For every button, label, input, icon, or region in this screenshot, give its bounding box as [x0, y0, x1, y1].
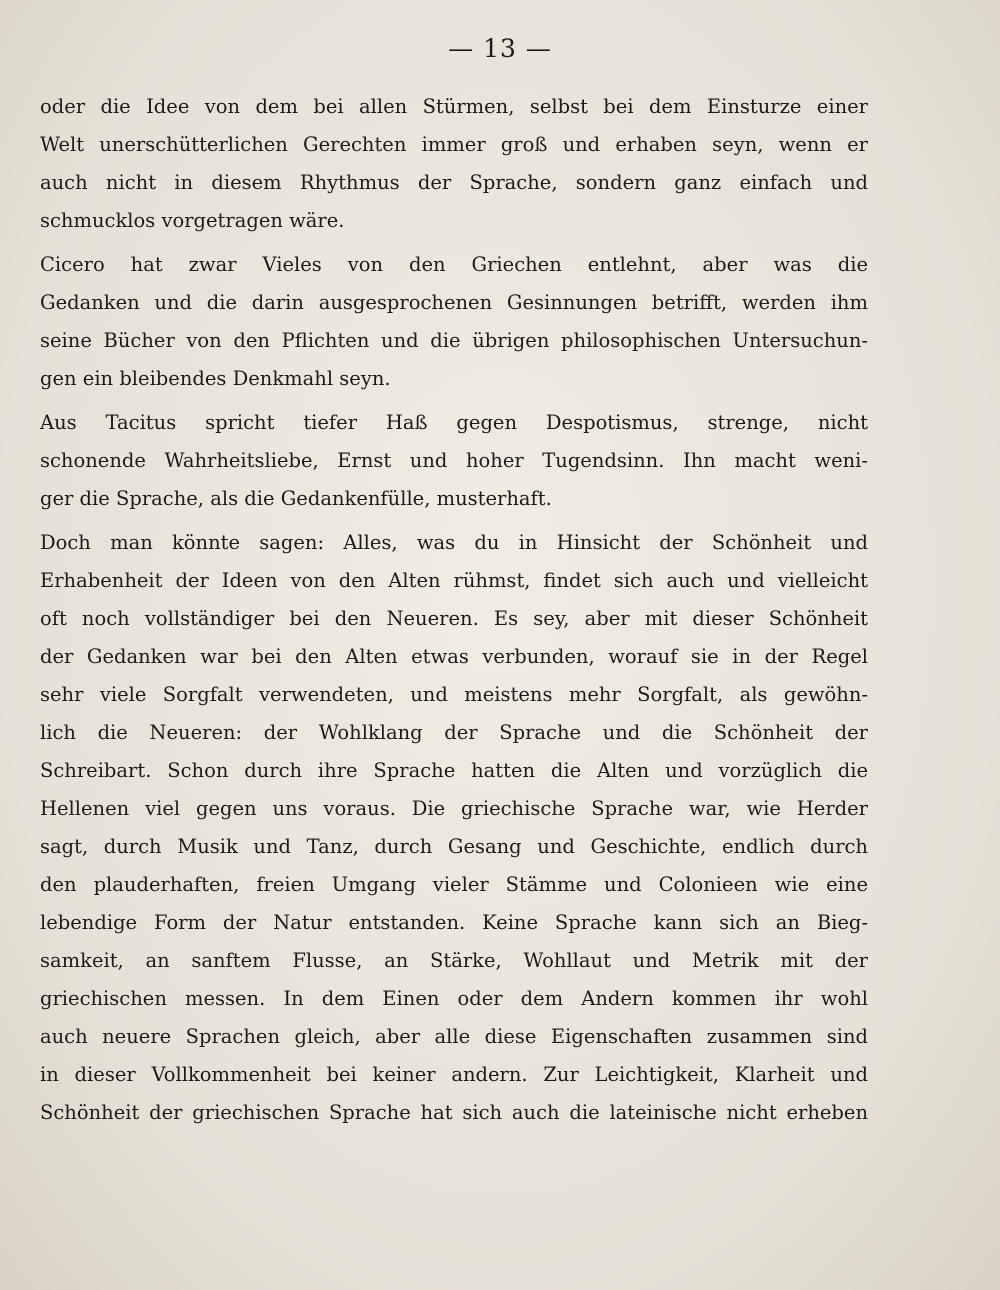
text-line: griechischen messen. In dem Einen oder dem Andern kommen ihr wohl: [40, 987, 868, 1010]
text-line: Erhabenheit der Ideen von den Alten rühmst, findet sich auch und vielleicht: [40, 569, 868, 592]
text-line: lich die Neueren: der Wohlklang der Sprache und die Schönheit der: [40, 721, 868, 744]
text-line: seine Bücher von den Pflichten und die übrigen philosophischen Untersuchun-: [40, 329, 868, 352]
text-line: gen ein bleibendes Denkmahl seyn.: [40, 367, 391, 390]
page-number: — 13 —: [448, 34, 552, 63]
text-line: lebendige Form der Natur entstanden. Keine Sprache kann sich an Bieg-: [40, 911, 868, 934]
text-line: Aus Tacitus spricht tiefer Haß gegen Despotismus, strenge, nicht: [40, 411, 868, 434]
text-line: Cicero hat zwar Vieles von den Griechen entlehnt, aber was die: [40, 253, 868, 276]
body-text: [40, 88, 868, 1138]
text-line: den plauderhaften, freien Umgang vieler Stämme und Colonieen wie eine: [40, 873, 868, 896]
paragraph-4: [40, 524, 868, 1132]
text-line: schmucklos vorgetragen wäre.: [40, 209, 345, 232]
paragraph-1: [40, 88, 868, 240]
text-line: Welt unerschütterlichen Gerechten immer groß und erhaben seyn, wenn er: [40, 133, 868, 156]
text-line: Schönheit der griechischen Sprache hat sich auch die lateinische nicht erheben: [40, 1101, 868, 1124]
text-line: auch nicht in diesem Rhythmus der Sprache, sondern ganz einfach und: [40, 171, 868, 194]
text-line: der Gedanken war bei den Alten etwas verbunden, worauf sie in der Regel: [40, 645, 868, 668]
text-line: oder die Idee von dem bei allen Stürmen, selbst bei dem Einsturze einer: [40, 95, 868, 118]
paragraph-3: [40, 404, 868, 518]
text-line: Schreibart. Schon durch ihre Sprache hatten die Alten und vorzüglich die: [40, 759, 868, 782]
text-line: auch neuere Sprachen gleich, aber alle diese Eigenschaften zusammen sind: [40, 1025, 868, 1048]
text-line: samkeit, an sanftem Flusse, an Stärke, Wohllaut und Metrik mit der: [40, 949, 868, 972]
text-line: Doch man könnte sagen: Alles, was du in Hinsicht der Schönheit und: [40, 531, 868, 554]
text-line: in dieser Vollkommenheit bei keiner andern. Zur Leichtigkeit, Klarheit und: [40, 1063, 868, 1086]
text-line: sehr viele Sorgfalt verwendeten, und meistens mehr Sorgfalt, als gewöhn-: [40, 683, 868, 706]
text-line: ger die Sprache, als die Gedankenfülle, musterhaft.: [40, 487, 552, 510]
paragraph-2: [40, 246, 868, 398]
text-line: Hellenen viel gegen uns voraus. Die griechische Sprache war, wie Herder: [40, 797, 868, 820]
text-line: schonende Wahrheitsliebe, Ernst und hoher Tugendsinn. Ihn macht weni-: [40, 449, 868, 472]
text-line: oft noch vollständiger bei den Neueren. Es sey, aber mit dieser Schönheit: [40, 607, 868, 630]
text-line: Gedanken und die darin ausgesprochenen Gesinnungen betrifft, werden ihm: [40, 291, 868, 314]
text-line: sagt, durch Musik und Tanz, durch Gesang und Geschichte, endlich durch: [40, 835, 868, 858]
